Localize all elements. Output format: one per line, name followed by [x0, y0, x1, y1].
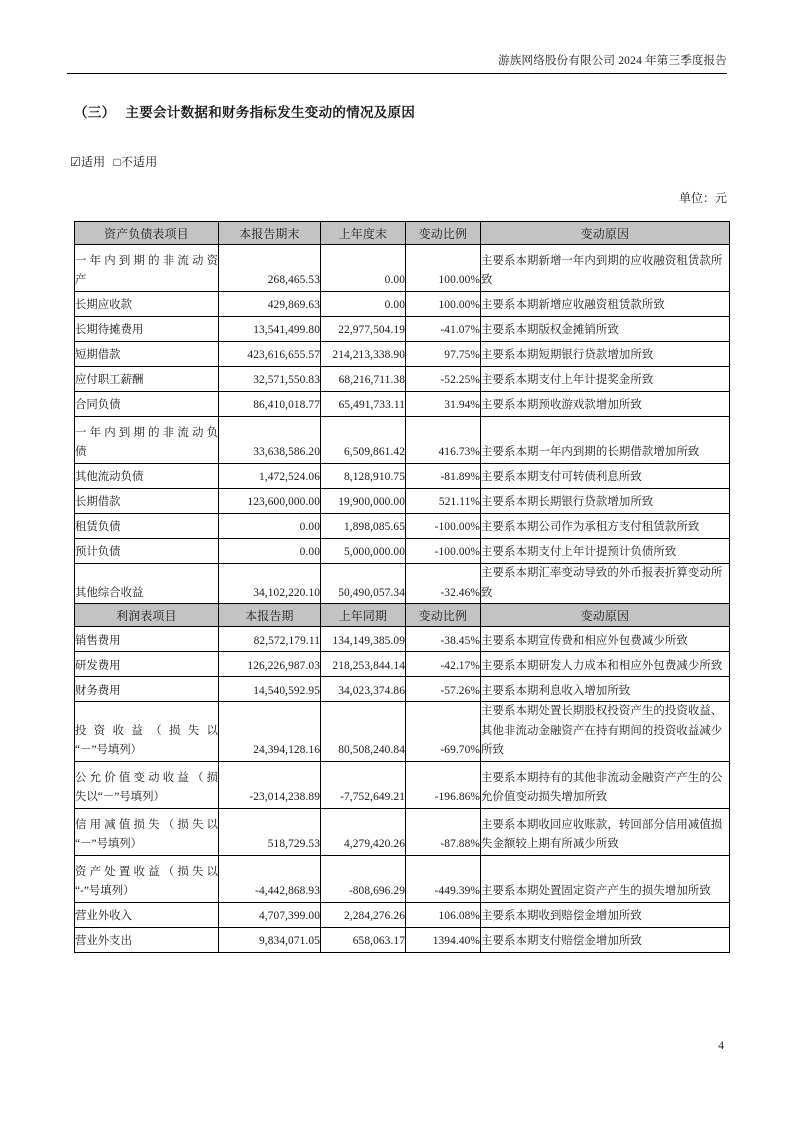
- row-previous-value: 6,509,861.42: [321, 417, 406, 464]
- row-current-value: 429,869.63: [219, 292, 321, 317]
- table-row: [75, 856, 730, 903]
- row-current-value: 0.00: [219, 514, 321, 539]
- row-change-percent: 521.11%: [406, 489, 481, 514]
- row-item-label: 信用减值损失（损失以 “－”号填列）: [75, 809, 219, 856]
- column-header-item: 资产负债表项目: [75, 222, 219, 245]
- row-previous-value: 0.00: [321, 292, 406, 317]
- row-current-value: 24,394,128.16: [219, 702, 321, 762]
- running-header: 游族网络股份有限公司 2024 年第三季度报告: [67, 52, 727, 74]
- row-change-reason: 主要系本期支付赔偿金增加所致: [481, 928, 730, 953]
- row-change-reason: 主要系本期处置固定资产产生的损失增加所致: [481, 856, 730, 903]
- row-change-reason: 主要系本期短期银行贷款增加所致: [481, 342, 730, 367]
- row-change-reason: 主要系本期收到赔偿金增加所致: [481, 903, 730, 928]
- table-row: [75, 464, 730, 489]
- column-header-reason: 变动原因: [481, 222, 730, 245]
- table-row: [75, 292, 730, 317]
- row-item-label: 资产处置收益（损失以 “-”号填列）: [75, 856, 219, 903]
- table-row: [75, 489, 730, 514]
- row-change-percent: -100.00%: [406, 539, 481, 564]
- row-item-label: 销售费用: [75, 627, 219, 652]
- page-title: [74, 101, 415, 121]
- table-row: [75, 392, 730, 417]
- row-change-reason: 主要系本期汇率变动导致的外币报表折算变动所致: [481, 564, 730, 604]
- row-change-reason: 主要系本期支付上年计提预计负债所致: [481, 539, 730, 564]
- row-item-label: 长期借款: [75, 489, 219, 514]
- row-current-value: 13,541,499.80: [219, 317, 321, 342]
- row-previous-value: 0.00: [321, 245, 406, 292]
- row-item-label: 合同负债: [75, 392, 219, 417]
- row-current-value: 0.00: [219, 539, 321, 564]
- table-row: [75, 652, 730, 677]
- column-header-current: 本报告期末: [219, 222, 321, 245]
- checkbox-not-applicable[interactable]: □不适用: [113, 155, 158, 169]
- row-change-reason: 主要系本期宣传费和相应外包费减少所致: [481, 627, 730, 652]
- section-number: （三）: [74, 105, 116, 120]
- row-item-label: 财务费用: [75, 677, 219, 702]
- row-current-value: 86,410,018.77: [219, 392, 321, 417]
- row-previous-value: -7,752,649.21: [321, 762, 406, 809]
- row-change-reason: 主要系本期长期银行贷款增加所致: [481, 489, 730, 514]
- column-header-reason: 变动原因: [481, 604, 730, 627]
- row-change-percent: -100.00%: [406, 514, 481, 539]
- row-change-percent: -57.26%: [406, 677, 481, 702]
- row-item-label: 公允价值变动收益（损 失以“－”号填列）: [75, 762, 219, 809]
- row-current-value: 518,729.53: [219, 809, 321, 856]
- row-item-label: 一年内到期的非流动负 债: [75, 417, 219, 464]
- row-current-value: 4,707,399.00: [219, 903, 321, 928]
- row-item-label: 租赁负债: [75, 514, 219, 539]
- row-change-percent: -196.86%: [406, 762, 481, 809]
- row-previous-value: 65,491,733.11: [321, 392, 406, 417]
- column-header-change-pct: 变动比例: [406, 222, 481, 245]
- row-change-percent: 106.08%: [406, 903, 481, 928]
- row-current-value: 82,572,179.11: [219, 627, 321, 652]
- row-change-percent: 100.00%: [406, 292, 481, 317]
- row-change-percent: -32.46%: [406, 564, 481, 604]
- row-change-percent: -52.25%: [406, 367, 481, 392]
- row-current-value: 123,600,000.00: [219, 489, 321, 514]
- row-change-percent: -42.17%: [406, 652, 481, 677]
- column-header-change-pct: 变动比例: [406, 604, 481, 627]
- unit-note: 单位：元: [678, 191, 727, 205]
- row-change-reason: 主要系本期收回应收账款，转回部分信用减值损失金额较上期有所减少所致: [481, 809, 730, 856]
- column-header-previous: 上年度末: [321, 222, 406, 245]
- row-change-percent: 416.73%: [406, 417, 481, 464]
- row-current-value: 33,638,586.20: [219, 417, 321, 464]
- applicability-line: [70, 153, 165, 170]
- row-change-percent: -69.70%: [406, 702, 481, 762]
- table-row: [75, 928, 730, 953]
- table-row: [75, 702, 730, 762]
- row-change-percent: -81.89%: [406, 464, 481, 489]
- row-previous-value: 214,213,338.90: [321, 342, 406, 367]
- row-change-percent: -41.07%: [406, 317, 481, 342]
- row-previous-value: 4,279,420.26: [321, 809, 406, 856]
- section-title-text: 主要会计数据和财务指标发生变动的情况及原因: [125, 105, 416, 120]
- row-previous-value: 50,490,057.34: [321, 564, 406, 604]
- financial-change-table: [74, 221, 730, 953]
- row-current-value: -23,014,238.89: [219, 762, 321, 809]
- table-row: [75, 762, 730, 809]
- row-item-label: 营业外收入: [75, 903, 219, 928]
- row-change-percent: 97.75%: [406, 342, 481, 367]
- row-change-reason: 主要系本期支付上年计提奖金所致: [481, 367, 730, 392]
- table-row: [75, 903, 730, 928]
- row-change-reason: 主要系本期新增一年内到期的应收融资租赁款所致: [481, 245, 730, 292]
- row-previous-value: 80,508,240.84: [321, 702, 406, 762]
- row-previous-value: 68,216,711.38: [321, 367, 406, 392]
- column-header-current: 本报告期: [219, 604, 321, 627]
- row-previous-value: 8,128,910.75: [321, 464, 406, 489]
- row-current-value: 1,472,524.06: [219, 464, 321, 489]
- row-change-reason: 主要系本期版权金摊销所致: [481, 317, 730, 342]
- row-previous-value: 19,900,000.00: [321, 489, 406, 514]
- table-row: [75, 677, 730, 702]
- row-change-percent: 1394.40%: [406, 928, 481, 953]
- row-change-reason: 主要系本期利息收入增加所致: [481, 677, 730, 702]
- row-current-value: 126,226,987.03: [219, 652, 321, 677]
- table-row: [75, 627, 730, 652]
- row-change-percent: 100.00%: [406, 245, 481, 292]
- row-previous-value: 218,253,844.14: [321, 652, 406, 677]
- row-change-percent: 31.94%: [406, 392, 481, 417]
- row-current-value: 14,540,592.95: [219, 677, 321, 702]
- table-row: [75, 514, 730, 539]
- table-header-row-balance-sheet: [75, 222, 730, 245]
- row-change-reason: 主要系本期支付可转债利息所致: [481, 464, 730, 489]
- row-change-reason: 主要系本期研发人力成本和相应外包费减少所致: [481, 652, 730, 677]
- table-row: [75, 245, 730, 292]
- row-previous-value: 34,023,374.86: [321, 677, 406, 702]
- row-change-reason: 主要系本期新增应收融资租赁款所致: [481, 292, 730, 317]
- row-current-value: 34,102,220.10: [219, 564, 321, 604]
- row-previous-value: 2,284,276.26: [321, 903, 406, 928]
- row-change-reason: 主要系本期持有的其他非流动金融资产产生的公允价值变动损失增加所致: [481, 762, 730, 809]
- table-row: [75, 539, 730, 564]
- row-item-label: 营业外支出: [75, 928, 219, 953]
- table-row: [75, 809, 730, 856]
- row-current-value: 268,465.53: [219, 245, 321, 292]
- row-previous-value: 1,898,085.65: [321, 514, 406, 539]
- row-item-label: 其他综合收益: [75, 564, 219, 604]
- row-current-value: 32,571,550.83: [219, 367, 321, 392]
- row-item-label: 预计负债: [75, 539, 219, 564]
- row-item-label: 一年内到期的非流动资 产: [75, 245, 219, 292]
- row-item-label: 研发费用: [75, 652, 219, 677]
- column-header-previous: 上年同期: [321, 604, 406, 627]
- row-current-value: 423,616,655.57: [219, 342, 321, 367]
- row-item-label: 长期应收款: [75, 292, 219, 317]
- row-change-reason: 主要系本期公司作为承租方支付租赁款所致: [481, 514, 730, 539]
- checkbox-applicable[interactable]: ☑适用: [70, 155, 106, 169]
- row-change-percent: -38.45%: [406, 627, 481, 652]
- row-change-reason: 主要系本期预收游戏款增加所致: [481, 392, 730, 417]
- row-change-percent: -449.39%: [406, 856, 481, 903]
- table-row: [75, 317, 730, 342]
- row-item-label: 短期借款: [75, 342, 219, 367]
- row-previous-value: 658,063.17: [321, 928, 406, 953]
- table-row: [75, 342, 730, 367]
- row-current-value: -4,442,868.93: [219, 856, 321, 903]
- column-header-item: 利润表项目: [75, 604, 219, 627]
- row-change-reason: 主要系本期一年内到期的长期借款增加所致: [481, 417, 730, 464]
- row-change-reason: 主要系本期处置长期股权投资产生的投资收益、其他非流动金融资产在持有期间的投资收益减少所致: [481, 702, 730, 762]
- row-current-value: 9,834,071.05: [219, 928, 321, 953]
- row-previous-value: 134,149,385.09: [321, 627, 406, 652]
- table-header-row-income-statement: [75, 604, 730, 627]
- row-previous-value: -808,696.29: [321, 856, 406, 903]
- row-item-label: 其他流动负债: [75, 464, 219, 489]
- row-item-label: 长期待摊费用: [75, 317, 219, 342]
- row-item-label: 应付职工薪酬: [75, 367, 219, 392]
- page-number: 4: [718, 1040, 724, 1052]
- row-previous-value: 22,977,504.19: [321, 317, 406, 342]
- table-row: [75, 417, 730, 464]
- table-row: [75, 564, 730, 604]
- row-previous-value: 5,000,000.00: [321, 539, 406, 564]
- row-change-percent: -87.88%: [406, 809, 481, 856]
- row-item-label: 投资收益（损失以 “－”号填列）: [75, 702, 219, 762]
- table-row: [75, 367, 730, 392]
